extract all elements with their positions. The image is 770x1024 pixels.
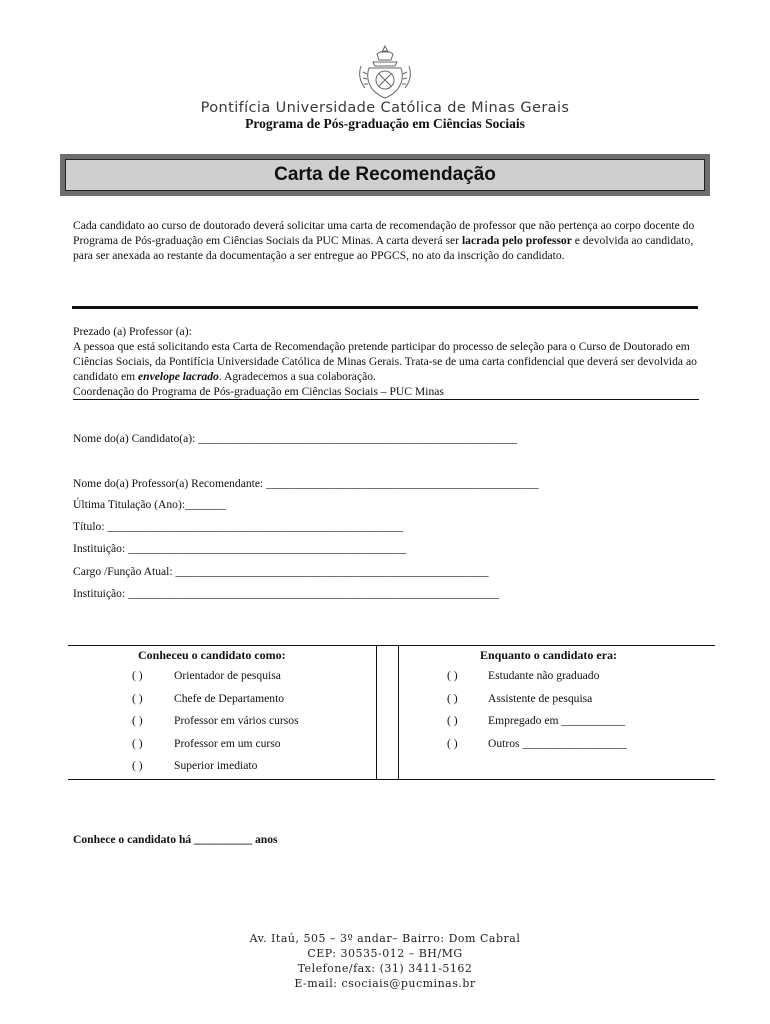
footer-phone: Telefone/fax: (31) 3411-5162 bbox=[297, 962, 473, 975]
institution-field-2[interactable]: Instituição: ________________________________________________________________ bbox=[73, 587, 500, 600]
footer-email: E-mail: csociais@pucminas.br bbox=[294, 977, 476, 990]
title-frame bbox=[60, 154, 710, 196]
university-name: Pontifícia Universidade Católica de Minas Gerais bbox=[200, 100, 570, 116]
option-professor-varios: Professor em vários cursos bbox=[174, 714, 299, 727]
title-field[interactable]: Título: ___________________________________________________ bbox=[73, 520, 404, 533]
right-column-header: Enquanto o candidato era: bbox=[480, 648, 618, 662]
letter-greeting: Prezado (a) Professor (a): bbox=[73, 325, 192, 338]
table-column-divider-left bbox=[376, 645, 377, 780]
footer-address: Av. Itaú, 505 – 3º andar– Bairro: Dom Cabral bbox=[249, 932, 521, 945]
position-field[interactable]: Cargo /Função Atual: ______________________________________________________ bbox=[73, 565, 489, 578]
intro-paragraph bbox=[73, 218, 703, 263]
option-professor-curso: Professor em um curso bbox=[174, 737, 281, 750]
puc-coat-of-arms-icon bbox=[355, 44, 415, 100]
checkbox-professor-curso[interactable]: ( ) bbox=[132, 737, 143, 750]
checkbox-orientador[interactable]: ( ) bbox=[132, 669, 143, 682]
option-chefe: Chefe de Departamento bbox=[174, 692, 285, 705]
intro-text-2: e devolvida ao candidato, para ser anexada ao restante da documentação a ser entregue ao PPGCS, no ato da inscrição do candidato. bbox=[73, 234, 694, 262]
letter-signature: Coordenação do Programa de Pós-graduação em Ciências Sociais – PUC Minas bbox=[73, 384, 699, 400]
checkbox-estudante[interactable]: ( ) bbox=[447, 669, 458, 682]
letter-body-1: A pessoa que está solicitando esta Carta de Recomendação pretende participar do processo de seleção para o Curso de Doutorado em Ciências Sociais, da Pontifícia Universidade Católica de Minas Gerais. Trata-se de uma carta confidencial que deverá ser devolvida ao candidato em bbox=[73, 340, 697, 383]
checkbox-empregado[interactable]: ( ) bbox=[447, 714, 458, 727]
letter-body-2: . Agradecemos a sua colaboração. bbox=[218, 370, 376, 383]
option-outros: Outros __________________ bbox=[488, 737, 627, 750]
option-assistente: Assistente de pesquisa bbox=[488, 692, 593, 705]
section-divider bbox=[72, 306, 698, 309]
option-estudante: Estudante não graduado bbox=[488, 669, 600, 682]
table-column-divider-right bbox=[398, 645, 399, 780]
professor-name-field[interactable]: Nome do(a) Professor(a) Recomendante: _______________________________________________ bbox=[73, 477, 539, 490]
known-since-field[interactable]: Conhece o candidato há __________ anos bbox=[73, 833, 278, 846]
intro-text-1: Cada candidato ao curso de doutorado deverá solicitar uma carta de recomendação de professor que não pertença ao corpo docente do Programa de Pós-graduação em Ciências Sociais da PUC Minas. A carta deverá ser bbox=[73, 219, 695, 247]
institution-field-1[interactable]: Instituição: ________________________________________________ bbox=[73, 542, 407, 555]
footer-cep: CEP: 30535-012 – BH/MG bbox=[307, 947, 463, 960]
letter-emphasis: envelope lacrado bbox=[138, 370, 219, 383]
table-bottom-border bbox=[68, 779, 715, 780]
option-orientador: Orientador de pesquisa bbox=[174, 669, 281, 682]
table-top-border bbox=[68, 645, 715, 646]
intro-bold: lacrada pelo professor bbox=[461, 234, 572, 247]
checkbox-professor-varios[interactable]: ( ) bbox=[132, 714, 143, 727]
checkbox-outros[interactable]: ( ) bbox=[447, 737, 458, 750]
letter-body bbox=[73, 339, 703, 384]
option-empregado: Empregado em ___________ bbox=[488, 714, 626, 727]
checkbox-chefe[interactable]: ( ) bbox=[132, 692, 143, 705]
page-title: Carta de Recomendação bbox=[65, 159, 705, 191]
candidate-name-field[interactable]: Nome do(a) Candidato(a): _______________________________________________________ bbox=[73, 432, 518, 445]
checkbox-superior[interactable]: ( ) bbox=[132, 759, 143, 772]
left-column-header: Conheceu o candidato como: bbox=[138, 648, 286, 662]
option-superior: Superior imediato bbox=[174, 759, 258, 772]
program-name: Programa de Pós-graduação em Ciências Sociais bbox=[245, 116, 525, 131]
last-title-field[interactable]: Última Titulação (Ano):_______ bbox=[73, 498, 226, 511]
letter-paragraph bbox=[73, 324, 703, 400]
checkbox-assistente[interactable]: ( ) bbox=[447, 692, 458, 705]
